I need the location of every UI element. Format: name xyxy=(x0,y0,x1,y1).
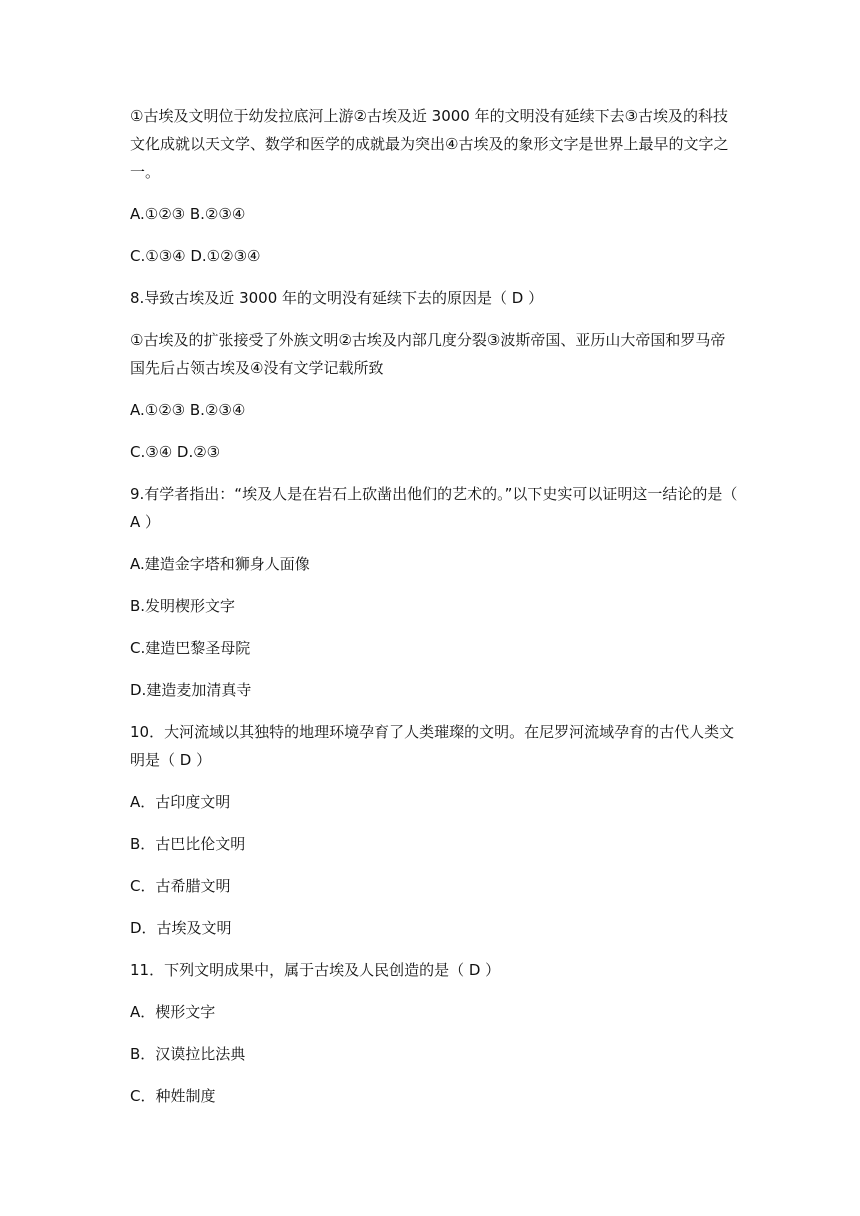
question-8: 8.导致古埃及近 3000 年的文明没有延续下去的原因是（ D ） xyxy=(130,289,544,307)
option-11c: C．种姓制度 xyxy=(130,1087,216,1105)
option-9d: D.建造麦加清真寺 xyxy=(130,681,252,699)
paragraph-statements-8: ①古埃及的扩张接受了外族文明②古埃及内部几度分裂③波斯帝国、亚历山大帝国和罗马帝国先后占领古埃及④没有文学记载所致 xyxy=(130,331,726,377)
question-9: 9.有学者指出：“埃及人是在岩石上砍凿出他们的艺术的。”以下史实可以证明这一结论的是（ A ） xyxy=(130,485,738,531)
paragraph-options-8b: C.③④ D.②③ xyxy=(130,443,221,461)
paragraph-options-1b: C.①③④ D.①②③④ xyxy=(130,247,261,265)
option-10d: D．古埃及文明 xyxy=(130,919,232,937)
option-9c: C.建造巴黎圣母院 xyxy=(130,639,251,657)
question-10: 10．大河流域以其独特的地理环境孕育了人类璀璨的文明。在尼罗河流域孕育的古代人类文明是（ D ） xyxy=(130,723,735,769)
document-body xyxy=(130,102,740,1124)
option-9a: A.建造金字塔和狮身人面像 xyxy=(130,555,310,573)
option-9b: B.发明楔形文字 xyxy=(130,597,236,615)
paragraph-statements-1: ①古埃及文明位于幼发拉底河上游②古埃及近 3000 年的文明没有延续下去③古埃及的科技文化成就以天文学、数学和医学的成就最为突出④古埃及的象形文字是世界上最早的文字之一。 xyxy=(130,107,729,181)
option-10a: A．古印度文明 xyxy=(130,793,231,811)
option-11a: A．楔形文字 xyxy=(130,1003,216,1021)
option-10c: C．古希腊文明 xyxy=(130,877,231,895)
paragraph-options-8a: A.①②③ B.②③④ xyxy=(130,401,246,419)
paragraph-options-1a: A.①②③ B.②③④ xyxy=(130,205,246,223)
option-10b: B．古巴比伦文明 xyxy=(130,835,246,853)
question-11: 11．下列文明成果中，属于古埃及人民创造的是（ D ） xyxy=(130,961,501,979)
option-11b: B．汉谟拉比法典 xyxy=(130,1045,246,1063)
